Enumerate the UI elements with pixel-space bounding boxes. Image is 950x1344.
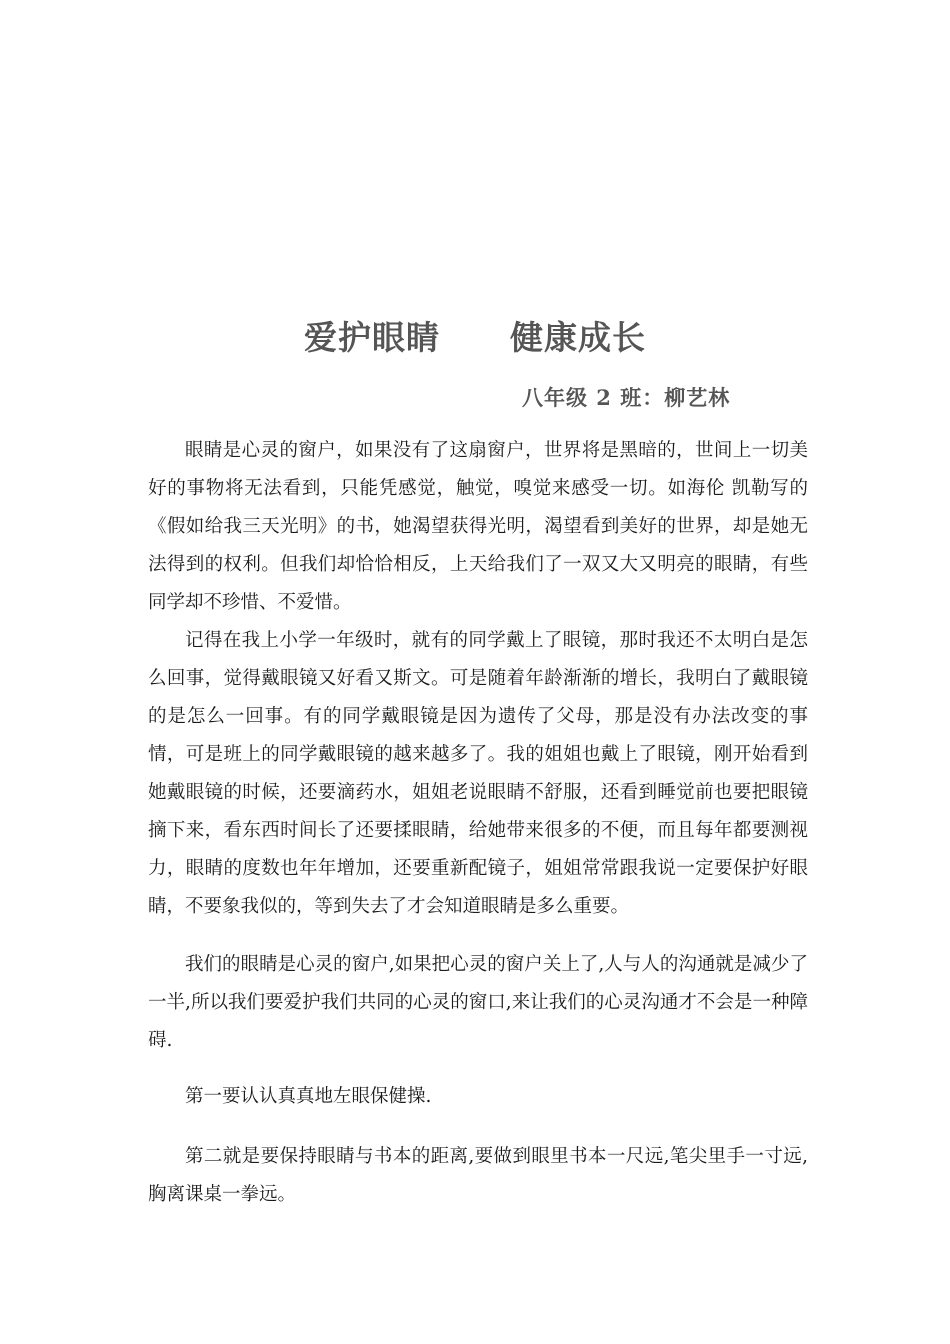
title-part-2: 健康成长: [510, 318, 646, 357]
paragraph-1: 眼睛是心灵的窗户，如果没有了这扇窗户，世界将是黑暗的，世间上一切美好的事物将无法看到，只能凭感觉，触觉，嗅觉来感受一切。如海伦 凯勒写的《假如给我三天光明》的书，她渴望获得光明，渴望看到美好的世界，却是她无法得到的权利。但我们却恰恰相反，上天给我们了一双又大又明亮的眼睛，有些同学却不珍惜、不爱惜。: [148, 440, 808, 613]
paragraph-4: 第一要认认真真地左眼保健操.: [185, 1086, 432, 1107]
author-line: 八年级 2 班：柳艺林: [522, 385, 731, 410]
paragraph-2: 记得在我上小学一年级时，就有的同学戴上了眼镜，那时我还不太明白是怎么回事，觉得戴眼镜又好看又斯文。可是随着年龄渐渐的增长，我明白了戴眼镜的是怎么一回事。有的同学戴眼镜是因为遗传了父母，那是没有办法改变的事情，可是班上的同学戴眼镜的越来越多了。我的姐姐也戴上了眼镜，刚开始看到她戴眼镜的时候，还要滴药水，姐姐老说眼睛不舒服，还看到睡觉前也要把眼镜摘下来，看东西时间长了还要揉眼睛，给她带来很多的不便，而且每年都要测视力，眼睛的度数也年年增加，还要重新配镜子，姐姐常常跟我说一定要保护好眼睛，不要象我似的，等到失去了才会知道眼睛是多么重要。: [148, 630, 808, 917]
title-part-1: 爱护眼睛: [304, 318, 440, 357]
paragraph-5: 第二就是要保持眼睛与书本的距离,要做到眼里书本一尺远,笔尖里手一寸远,胸离课桌一拳远。: [148, 1146, 808, 1205]
paragraph-3: 我们的眼睛是心灵的窗户,如果把心灵的窗户关上了,人与人的沟通就是减少了一半,所以我们要爱护我们共同的心灵的窗口,来让我们的心灵沟通才不会是一种障碍.: [148, 954, 808, 1051]
document-title: [0, 312, 950, 359]
